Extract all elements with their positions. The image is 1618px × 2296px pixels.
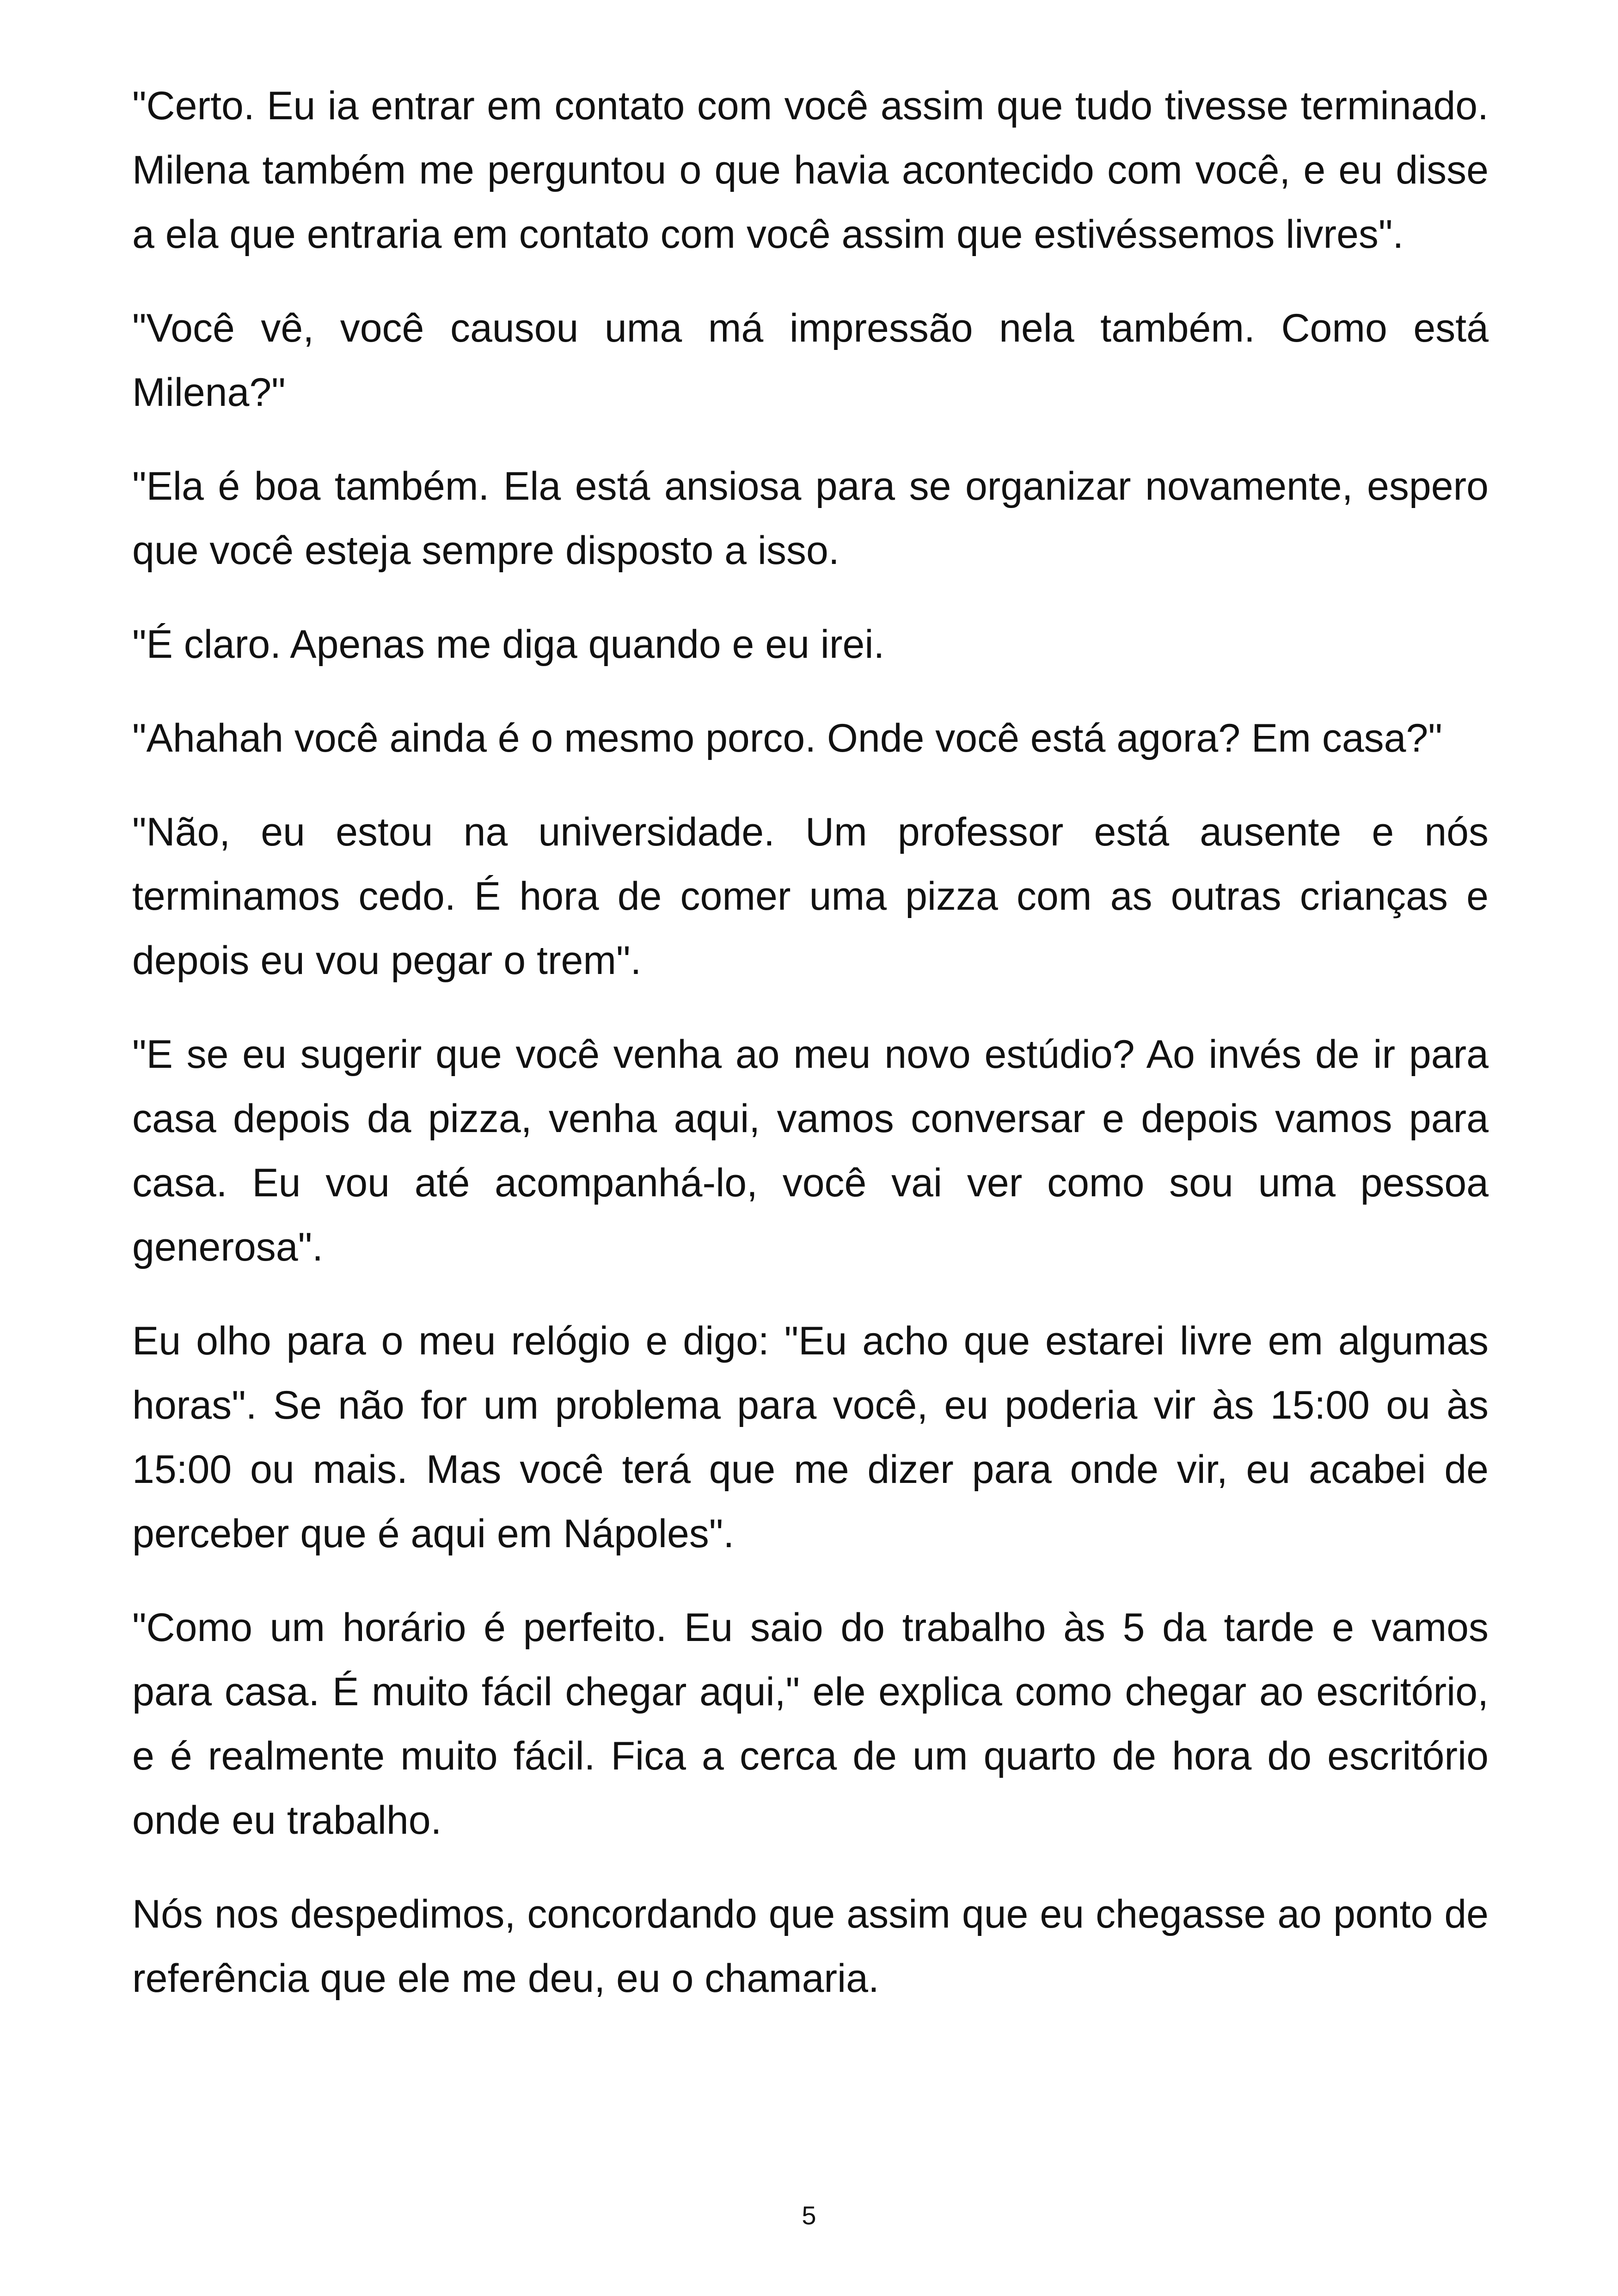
text-body xyxy=(132,74,1489,2040)
paragraph-5: "Ahahah você ainda é o mesmo porco. Onde você está agora? Em casa?" xyxy=(132,716,1442,760)
paragraph-7: "E se eu sugerir que você venha ao meu novo estúdio? Ao invés de ir para casa depois da pizza, venha aqui, vamos conversar e depois vamos para casa. Eu vou até acompanhá-lo, você vai ver como sou uma pessoa generosa". xyxy=(132,1032,1489,1269)
paragraph-10: Nós nos despedimos, concordando que assim que eu chegasse ao ponto de referência que ele me deu, eu o chamaria. xyxy=(132,1892,1489,2001)
paragraph-6: "Não, eu estou na universidade. Um professor está ausente e nós terminamos cedo. É hora de comer uma pizza com as outras crianças e depois eu vou pegar o trem". xyxy=(132,810,1489,983)
page-number: 5 xyxy=(802,2201,816,2230)
paragraph-3: "Ela é boa também. Ela está ansiosa para se organizar novamente, espero que você esteja sempre disposto a isso. xyxy=(132,464,1489,573)
paragraph-9: "Como um horário é perfeito. Eu saio do trabalho às 5 da tarde e vamos para casa. É muito fácil chegar aqui," ele explica como chegar ao escritório, e é realmente muito fácil. Fica a cerca de um quarto de hora do escritório onde eu trabalho. xyxy=(132,1605,1489,1843)
paragraph-8: Eu olho para o meu relógio e digo: "Eu acho que estarei livre em algumas horas". Se não for um problema para você, eu poderia vir às 15:00 ou às 15:00 ou mais. Mas você terá que me dizer para onde vir, eu acabei de perceber que é aqui em Nápoles". xyxy=(132,1319,1489,1556)
paragraph-4: "É claro. Apenas me diga quando e eu irei. xyxy=(132,622,885,667)
paragraph-2: "Você vê, você causou uma má impressão nela também. Como está Milena?" xyxy=(132,306,1489,415)
paragraph-1: "Certo. Eu ia entrar em contato com você assim que tudo tivesse terminado. Milena também me perguntou o que havia acontecido com você, e eu disse a ela que entraria em contato com você assim que estivéssemos livres". xyxy=(132,84,1489,257)
